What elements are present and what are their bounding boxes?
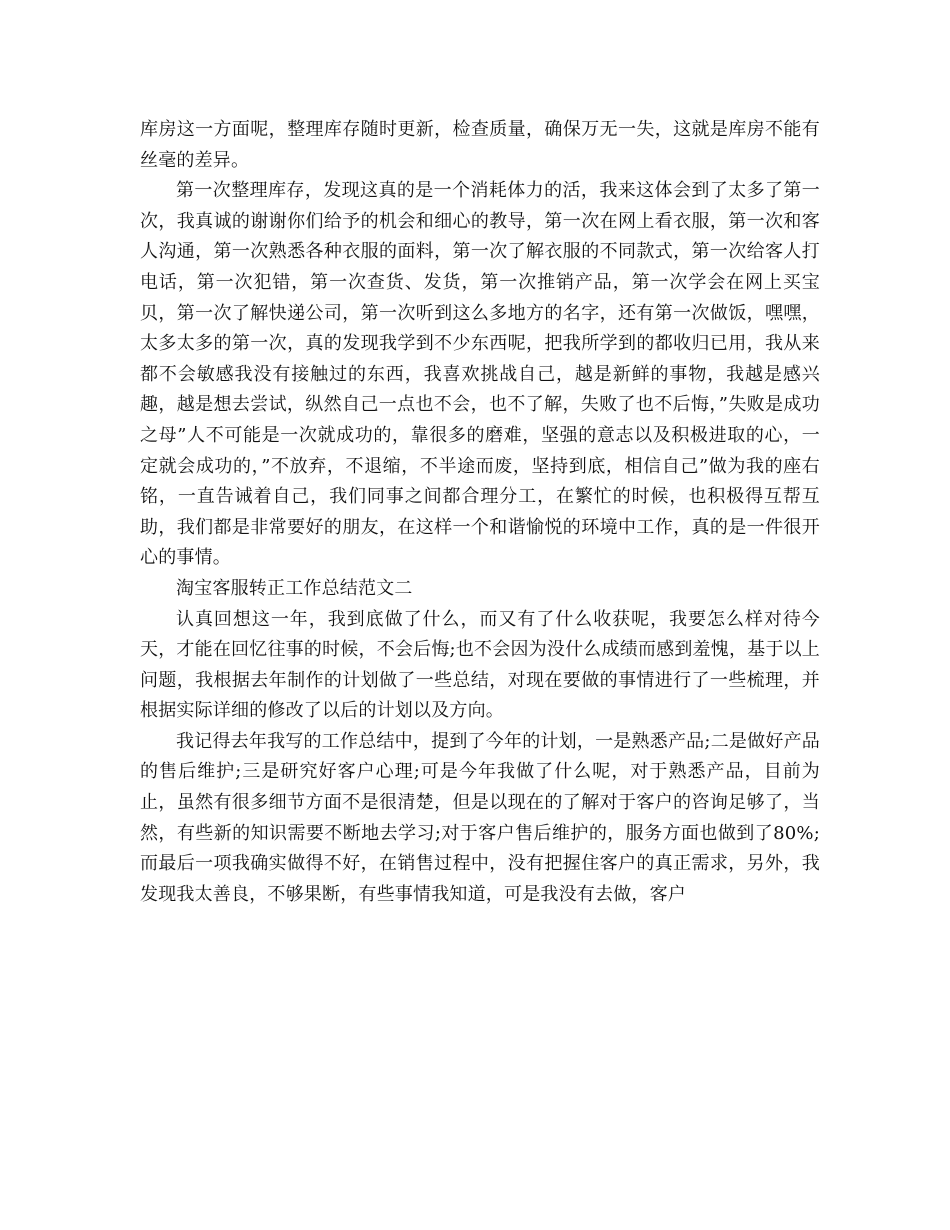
- document-body: [140, 115, 820, 910]
- paragraph-inventory: 库房这一方面呢，整理库存随时更新，检查质量，确保万无一失，这就是库房不能有丝毫的差异。: [140, 119, 820, 171]
- paragraph-first-times: 第一次整理库存，发现这真的是一个消耗体力的活，我来这体会到了太多了第一次，我真诚的谢谢你们给予的机会和细心的教导，第一次在网上看衣服，第一次和客人沟通，第一次熟悉各种衣服的面料，第一次了解衣服的不同款式，第一次给客人打电话，第一次犯错，第一次查货、发货，第一次推销产品，第一次学会在网上买宝贝，第一次了解快递公司，第一次听到这么多地方的名字，还有第一次做饭，嘿嘿，太多太多的第一次，真的发现我学到不少东西呢，把我所学到的都收归已用，我从来都不会敏感我没有接触过的东西，我喜欢挑战自己，越是新鲜的事物，我越是感兴趣，越是想去尝试，纵然自己一点也不会，也不了解，失败了也不后悔，”失败是成功之母”人不可能是一次就成功的，靠很多的磨难，坚强的意志以及积极进取的心，一定就会成功的，”不放弃，不退缩，不半途而废，坚持到底，相信自己”做为我的座右铭，一直告诫着自己，我们同事之间都合理分工，在繁忙的时候，也积极得互帮互助，我们都是非常要好的朋友，在这样一个和谐愉悦的环境中工作，真的是一件很开心的事情。: [140, 180, 820, 569]
- paragraph-reflection: 认真回想这一年，我到底做了什么，而又有了什么收获呢，我要怎么样对待今天，才能在回忆往事的时候，不会后悔;也不会因为没什么成绩而感到羞愧，基于以上问题，我根据去年制作的计划做了一些总结，对现在要做的事情进行了一些梳理，并根据实际详细的修改了以后的计划以及方向。: [140, 608, 820, 722]
- section-heading: 淘宝客服转正工作总结范文二: [176, 577, 413, 599]
- paragraph-plan-review: 我记得去年我写的工作总结中，提到了今年的计划，一是熟悉产品;二是做好产品的售后维护;三是研究好客户心理;可是今年我做了什么呢，对于熟悉产品，目前为止，虽然有很多细节方面不是很清楚，但是以现在的了解对于客户的咨询足够了，当然，有些新的知识需要不断地去学习;对于客户售后维护的，服务方面也做到了80%;而最后一项我确实做得不好，在销售过程中，没有把握住客户的真正需求，另外，我发现我太善良，不够果断，有些事情我知道，可是我没有去做，客户: [140, 730, 820, 905]
